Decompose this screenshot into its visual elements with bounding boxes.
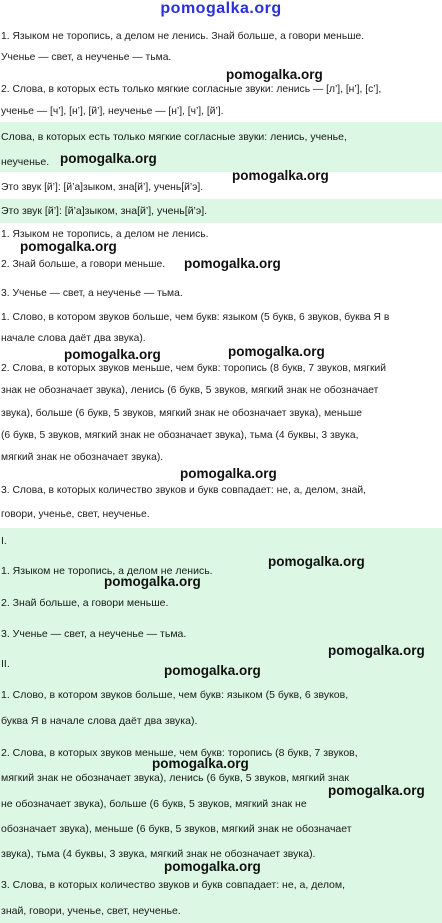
proverb: 2. Знай больше, а говори меньше. (1, 597, 169, 609)
analysis-line: 3. Слова, в которых количество звуков и букв совпадает: не, а, делом, (1, 879, 346, 891)
watermark: pomogalka.org (232, 168, 329, 183)
watermark: pomogalka.org (20, 239, 117, 254)
watermark: pomogalka.org (164, 663, 261, 678)
watermark: pomogalka.org (64, 347, 161, 362)
sound-line: Это звук [й’]: [й’а]зыком, зна[й’], учень[й’э]. (1, 182, 204, 193)
watermark: pomogalka.org (328, 643, 425, 658)
watermark: pomogalka.org (164, 859, 261, 874)
analysis-line: мягкий знак не обозначает звука). (1, 452, 164, 463)
analysis-line: мягкий знак не обозначает звука), ленись (6 букв, 5 звуков, мягкий знак (1, 772, 349, 784)
watermark: pomogalka.org (60, 151, 157, 166)
highlight-text: Слова, в которых есть только мягкие согласные звуки: ленись, ученье, (1, 131, 347, 143)
analysis-line: буква Я в начале слова даёт два звука). (1, 715, 198, 727)
analysis-line: 2. Слова, в которых звуков меньше, чем букв: торопись (8 букв, 7 звуков, мягкий (1, 363, 387, 374)
analysis-line: 1. Слово, в котором звуков больше, чем букв: языком (5 букв, 6 звуков, буква Я в (1, 312, 390, 323)
watermark: pomogalka.org (104, 574, 201, 589)
analysis-line: 2. Слова, в которых звуков меньше, чем букв: торопись (8 букв, 7 звуков, (1, 747, 358, 759)
proverb: 2. Знай больше, а говори меньше. (1, 259, 166, 270)
analysis-line: обозначает звука), меньше (6 букв, 5 звуков, мягкий знак не обозначает (1, 823, 352, 835)
analysis-line: звука), больше (6 букв, 5 звуков, мягкий знак не обозначает звука), меньше (1, 408, 362, 419)
highlight-text: неученье. (1, 156, 50, 168)
analysis-line: 3. Слова, в которых количество звуков и букв совпадает: не, а, делом, знай, (1, 485, 366, 496)
proverbs-line: 1. Языком не торопись, а делом не ленись. Знай больше, а говори меньше. (1, 31, 365, 42)
proverb: 3. Ученье — свет, а неученье — тьма. (1, 288, 183, 299)
soft-sounds-line: ученье — [ч’], [н’], [й’], неученье — [н’], [ч’], [й’]. (1, 106, 224, 117)
analysis-line: звука), тьма (4 буквы, 3 звука, мягкий знак не обозначает звука). (1, 848, 316, 860)
highlight-text: Это звук [й’]: [й’а]зыком, зна[й’], учень[й’э]. (1, 205, 208, 217)
watermark: pomogalka.org (184, 256, 281, 271)
soft-sounds-line: 2. Слова, в которых есть только мягкие согласные звуки: ленись — [л’], [н’], [с’], (1, 84, 382, 95)
site-header-logo[interactable]: pomogalka.org (160, 0, 282, 17)
analysis-line: не обозначает звука), больше (6 букв, 5 звуков, мягкий знак не (1, 798, 307, 810)
analysis-line: (6 букв, 5 звуков, мягкий знак не обозначает звука), тьма (4 буквы, 3 звука, (1, 430, 359, 441)
watermark: pomogalka.org (228, 344, 325, 359)
proverbs-line: Ученье — свет, а неученье — тьма. (1, 52, 172, 63)
watermark: pomogalka.org (180, 466, 277, 481)
watermark: pomogalka.org (152, 756, 249, 771)
analysis-line: 1. Слово, в котором звуков больше, чем букв: языком (5 букв, 6 звуков, (1, 689, 349, 701)
analysis-line: знак не обозначает звука), ленись (6 букв, 5 звуков, мягкий знак не обозначает (1, 385, 379, 396)
proverb: 1. Языком не торопись, а делом не ленись. (1, 565, 213, 577)
analysis-line: знай, говори, ученье, свет, неученье. (1, 905, 181, 917)
proverb: 3. Ученье — свет, а неученье — тьма. (1, 628, 187, 640)
section-numeral: I. (1, 535, 7, 547)
analysis-line: говори, ученье, свет, неученье. (1, 509, 150, 520)
proverb: 1. Языком не торопись, а делом не ленись. (1, 229, 209, 240)
watermark: pomogalka.org (226, 67, 323, 82)
watermark: pomogalka.org (328, 783, 425, 798)
analysis-line: начале слова даёт два звука). (1, 333, 146, 344)
watermark: pomogalka.org (268, 554, 365, 569)
section-numeral: II. (1, 658, 10, 670)
